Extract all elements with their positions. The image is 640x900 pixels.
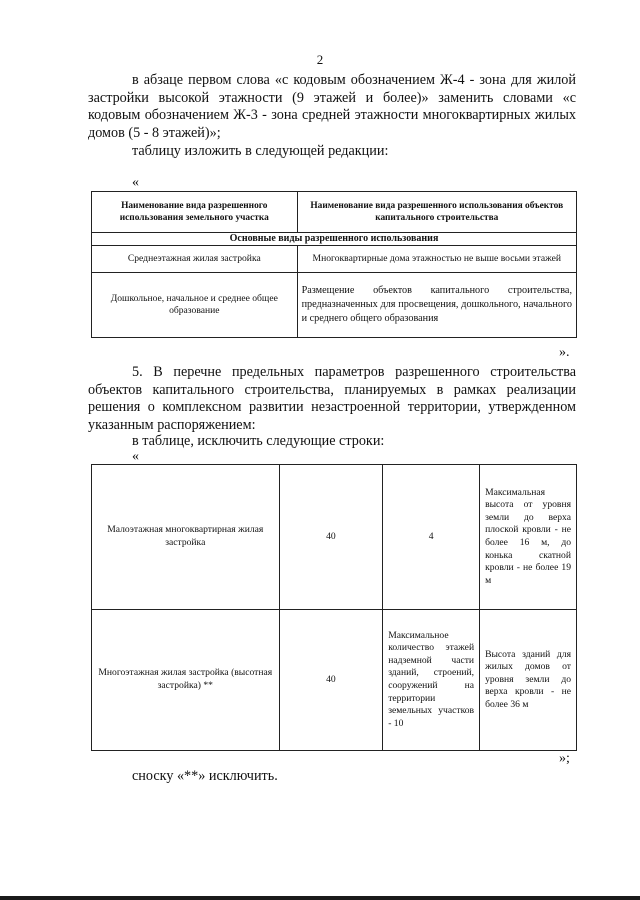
- paragraph-amendment-code: в абзаце первом слова «с кодовым обозначением Ж-4 - зона для жилой застройки высокой этажности (9 этажей и более)» заменить словами «с кодовым обозначением Ж-3 - зона средней этажности многоквартирных жилых домов (5 - 8 этажей)»;: [88, 72, 576, 141]
- close-quote-1: ».: [559, 345, 570, 360]
- paragraph-table-intro: таблицу изложить в следующей редакции:: [132, 143, 389, 159]
- cell-use-name: Малоэтажная многоквартирная жилая застройка: [92, 465, 280, 610]
- cell-value: 40: [279, 465, 383, 610]
- header-land-use: Наименование вида разрешенного использования земельного участка: [92, 192, 298, 233]
- table-subheader-row: [92, 233, 577, 246]
- table-row: [92, 465, 577, 610]
- paragraph-exclude-rows: в таблице, исключить следующие строки:: [132, 433, 385, 449]
- scan-edge: [0, 896, 640, 900]
- paragraph-footnote-removal: сноску «**» исключить.: [132, 768, 278, 784]
- table-row: [92, 610, 577, 751]
- cell-building-use: Многоквартирные дома этажностью не выше восьми этажей: [297, 246, 576, 273]
- cell-building-use: Размещение объектов капитального строительства, предназначенных для просвещения, дошкольного, начального и среднего общего образования: [297, 273, 576, 338]
- zoning-table: [91, 191, 577, 338]
- cell-value: 4: [383, 465, 480, 610]
- open-quote-2: «: [132, 449, 139, 464]
- open-quote-1: «: [132, 175, 139, 190]
- subheader-main-uses: Основные виды разрешенного использования: [92, 233, 577, 246]
- close-quote-2: »;: [559, 751, 570, 766]
- cell-land-use: Среднеэтажная жилая застройка: [92, 246, 298, 273]
- table-row: [92, 246, 577, 273]
- table-header-row: [92, 192, 577, 233]
- cell-use-name: Многоэтажная жилая застройка (высотная застройка) **: [92, 610, 280, 751]
- cell-height-limit: Высота зданий для жилых домов от уровня земли до верха кровли - не более 36 м: [480, 610, 577, 751]
- excluded-rows-table: [91, 464, 577, 751]
- cell-height-limit: Максимальная высота от уровня земли до верха плоской кровли - не более 16 м, до конька скатной кровли - не более 19 м: [480, 465, 577, 610]
- header-building-use: Наименование вида разрешенного использования объектов капитального строительства: [297, 192, 576, 233]
- cell-floors-limit: Максимальное количество этажей надземной части зданий, строений, сооружений на территории земельных участков - 10: [383, 610, 480, 751]
- cell-land-use: Дошкольное, начальное и среднее общее образование: [92, 273, 298, 338]
- paragraph-item-5: 5. В перечне предельных параметров разрешенного строительства объектов капитального строительства, планируемых в рамках реализации решения о комплексном развитии незастроенной территории, утвержденном указанным распоряжением:: [88, 364, 576, 433]
- table-row: [92, 273, 577, 338]
- cell-value: 40: [279, 610, 383, 751]
- page-number: 2: [316, 52, 324, 67]
